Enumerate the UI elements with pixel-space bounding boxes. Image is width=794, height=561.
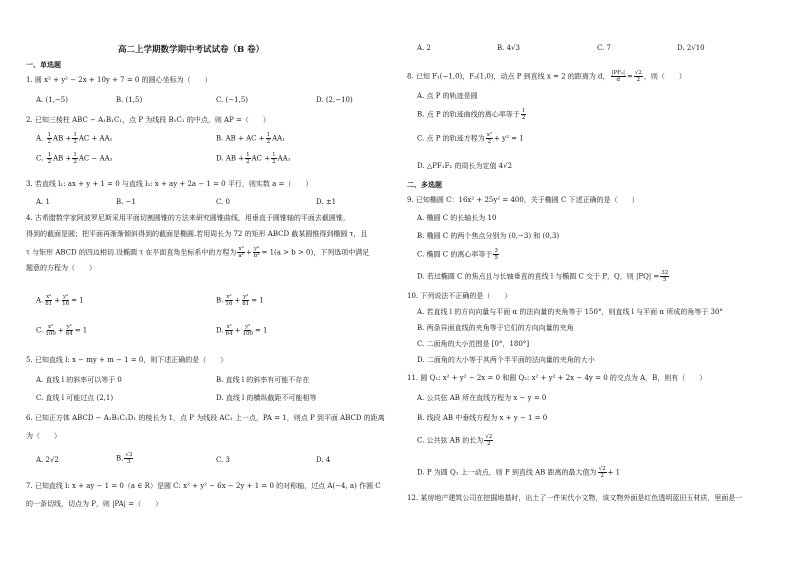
q2-option-c[interactable]: C. $\frac{1}{2}$ AB + $\frac{1}{2}$ AC − AA₁ <box>36 152 113 165</box>
q9-option-a[interactable]: A. 椭圆 C 的长轴长为 10 <box>417 214 497 222</box>
fraction: $\frac{\text{x²}}{100}$ <box>45 324 56 337</box>
q10-option-b[interactable]: B. 两条异面直线的夹角等于它们的方向向量的夹角 <box>417 324 574 332</box>
q6-option-b[interactable]: B. $\frac{√3}{3}$ <box>116 452 133 465</box>
fraction: $\frac{√2}{2}$ <box>598 466 606 479</box>
q4-option-b[interactable]: B. $\frac{\text{x²}}{16}$ + $\frac{\text{y²}}{81}$ = 1 <box>216 294 264 307</box>
q9-option-b[interactable]: B. 椭圆 C 的两个焦点分别为 (0,−3) 和 (0,3) <box>417 232 560 240</box>
fraction: $\frac{\text{x²}}{\text{a²}}$ <box>238 246 244 259</box>
q1-option-a[interactable]: A. (1,−5) <box>36 96 68 104</box>
fraction: $\frac{1}{2}$ <box>272 152 276 165</box>
fraction: $\frac{1}{2}$ <box>73 152 77 165</box>
q5-option-b[interactable]: B. 直线 l 的斜率有可能不存在 <box>216 376 310 384</box>
q8-option-a[interactable]: A. 点 P 的轨迹是圆 <box>417 92 478 100</box>
q2-option-a[interactable]: A. $\frac{1}{2}$ AB + $\frac{1}{2}$ AC + AA₁ <box>36 132 113 145</box>
q4-line-4: 题意的方程为（ ） <box>26 264 96 272</box>
q11-option-b[interactable]: B. 线段 AB 中垂线方程为 x + y − 1 = 0 <box>417 414 548 422</box>
section-single-choice: 一、单选题 <box>26 60 61 69</box>
fraction: $\frac{1}{2}$ <box>47 152 52 165</box>
q10-option-a[interactable]: A. 若直线 l 的方向向量与平面 α 的法向量的夹角等于 150°，则直线 l 与平面 α 所成的角等于 30° <box>417 308 723 316</box>
q4-line-2: 得到的截面是圆；把平面再渐渐倾斜得到的截面是椭圆.若用周长为 72 的矩形 ABCD 截某圆锥得到椭圆 τ，且 <box>26 230 368 238</box>
q4-option-a[interactable]: A. $\frac{\text{x²}}{81}$ + $\frac{\text{y²}}{16}$ = 1 <box>36 294 84 307</box>
q7-option-c[interactable]: C. 7 <box>597 44 612 52</box>
q6-line-2: 为（ ） <box>26 432 61 440</box>
q2-option-d[interactable]: D. AB + $\frac{1}{2}$ AC + $\frac{1}{2}$ AA₁ <box>216 152 291 165</box>
q7-option-b[interactable]: B. 4√3 <box>497 44 520 52</box>
q3-option-c[interactable]: C. 0 <box>216 198 231 206</box>
q7-option-a[interactable]: A. 2 <box>417 44 431 52</box>
q11-option-c[interactable]: C. 公共弦 AB 的长为 $\frac{√2}{2}$ <box>417 434 493 447</box>
q9-option-c[interactable]: C. 椭圆 C 的离心率等于 $\frac{3}{5}$ <box>417 248 498 261</box>
fraction: $\frac{1}{2}$ <box>521 108 526 121</box>
fraction: $\frac{1}{2}$ <box>266 132 271 145</box>
fraction: $\frac{\text{y²}}{64}$ <box>65 324 73 337</box>
fraction: $\frac{√2}{2}$ <box>485 434 493 447</box>
q6-line-1: 6. 已知正方体 ABCD − A₁B₁C₁D₁ 的棱长为 1，点 P 为线段 AC₁ 上一点，PA = 1，则点 P 到平面 ABCD 的距离 <box>26 414 385 422</box>
fraction: $\frac{\text{y²}}{81}$ <box>242 294 250 307</box>
fraction: $\frac{\text{y²}}{100}$ <box>242 324 253 337</box>
q4-line-3: τ 与矩形 ABCD 的四边相切.设椭圆 τ 在平面直角坐标系中的方程为 $\frac{\text{x²}}{\text{a²}}$ + $\frac{\text{y²}}{\text{b²}}$ = 1(a > b > 0)，下列选项中满足 <box>26 246 370 259</box>
q12-line-1: 12. 某房地产建筑公司在挖掘地基时，出土了一件宋代小文物，该文物外面是红色透明蓝田玉材质，里面是一 <box>407 494 743 502</box>
q2-option-b[interactable]: B. AB + AC + $\frac{1}{2}$ AA₁ <box>216 132 286 145</box>
q11-stem: 11. 圆 Q₁: x² + y² − 2x = 0 和圆 Q₂: x² + y² + 2x − 4y = 0 的交点为 A，B，则有（ ） <box>407 374 707 382</box>
q9-option-d[interactable]: D. 若过椭圆 C 的焦点且与长轴垂直的直线 l 与椭圆 C 交于 P，Q，则 |PQ| = $\frac{32}{5}$ <box>417 270 669 283</box>
q3-option-b[interactable]: B. −1 <box>116 198 136 206</box>
q3-option-a[interactable]: A. 1 <box>36 198 50 206</box>
q5-option-a[interactable]: A. 直线 l 的斜率可以等于 0 <box>36 376 122 384</box>
fraction: $\frac{√3}{3}$ <box>125 452 133 465</box>
fraction: $\frac{1}{2}$ <box>73 132 77 145</box>
q5-option-c[interactable]: C. 直线 l 可能过点 (2,1) <box>36 394 114 402</box>
q8-stem: 8. 已知 F₁(−1,0)，F₂(1,0)，动点 P 到直线 x = 2 的距离为 d， $\frac{\text{|PF₂|}}{d}$ = $\frac{√2}{2}$ ，则（ ） <box>407 70 686 83</box>
q8-option-b[interactable]: B. 点 P 的轨迹曲线的离心率等于 $\frac{1}{2}$ <box>417 108 526 121</box>
fraction: $\frac{\text{x²}}{2}$ <box>486 132 493 145</box>
fraction: $\frac{\text{y²}}{16}$ <box>62 294 70 307</box>
q1-option-d[interactable]: D. (2,−10) <box>316 96 353 104</box>
fraction: $\frac{3}{5}$ <box>494 248 498 261</box>
q5-stem: 5. 已知直线 l: x − my + m − 1 = 0，则下述正确的是（ ） <box>26 356 228 364</box>
q6-option-a[interactable]: A. 2√2 <box>36 456 59 464</box>
fraction: $\frac{32}{5}$ <box>661 270 669 283</box>
q6-option-c[interactable]: C. 3 <box>216 456 231 464</box>
q2-stem: 2. 已知三棱柱 ABC − A₁B₁C₁，点 P 为线段 B₁C₁ 的中点，则 AP =（ ） <box>26 116 270 124</box>
q8-option-c[interactable]: C. 点 P 的轨迹方程为 $\frac{\text{x²}}{2}$ + y² = 1 <box>417 132 524 145</box>
q7-line-1: 7. 已知直线 l: x + ay − 1 = 0（a ∈ R）是圆 C: x² + y² − 6x − 2y + 1 = 0 的对称轴，过点 A(−4, a) 作圆 C <box>26 482 381 490</box>
q11-option-a[interactable]: A. 公共弦 AB 所在直线方程为 x − y = 0 <box>417 394 547 402</box>
q7-option-d[interactable]: D. 2√10 <box>677 44 705 52</box>
section-multiple-choice: 二、多选题 <box>407 180 442 189</box>
q10-option-c[interactable]: C. 二面角的大小范围是 [0°，180°] <box>417 340 530 348</box>
fraction: $\frac{1}{2}$ <box>246 152 250 165</box>
q8-option-d[interactable]: D. △PF₁F₂ 的周长为定值 4√2 <box>417 162 513 170</box>
q11-option-d[interactable]: D. P 为圆 Q₁ 上一动点，则 P 到直线 AB 距离的最大值为 $\frac{√2}{2}$ + 1 <box>417 466 621 479</box>
fraction: $\frac{1}{2}$ <box>47 132 52 145</box>
q4-line-1: 4. 古希腊数学家阿波罗尼斯采用平面切割圆锥的方法来研究圆锥曲线，用垂直于圆锥轴的平面去截圆锥， <box>26 214 350 222</box>
q10-option-d[interactable]: D. 二面角的大小等于其两个半平面的法向量的夹角的大小 <box>417 356 595 364</box>
fraction: $\frac{\text{y²}}{\text{b²}}$ <box>253 246 260 259</box>
q10-stem: 10. 下列说法不正确的是（ ） <box>407 292 512 300</box>
q1-option-c[interactable]: C. (−1,5) <box>216 96 249 104</box>
q7-line-2: 的一条切线，切点为 P，则 |PA| =（ ） <box>26 500 163 508</box>
q4-option-c[interactable]: C. $\frac{\text{x²}}{100}$ + $\frac{\text{y²}}{64}$ = 1 <box>36 324 88 337</box>
fraction: $\frac{\text{x²}}{64}$ <box>225 324 233 337</box>
q1-option-b[interactable]: B. (1,5) <box>116 96 143 104</box>
fraction: $\frac{√2}{2}$ <box>634 70 642 83</box>
fraction: $\frac{\text{x²}}{16}$ <box>225 294 233 307</box>
fraction: $\frac{\text{|PF₂|}}{d}$ <box>611 70 625 83</box>
q3-stem: 3. 若直线 l₁: ax + y + 1 = 0 与直线 l₂: x + ay + 2a − 1 = 0 平行，则实数 a =（ ） <box>26 180 313 188</box>
q3-option-d[interactable]: D. ±1 <box>316 198 337 206</box>
q6-option-d[interactable]: D. 4 <box>316 456 331 464</box>
q9-stem: 9. 已知椭圆 C：16x² + 25y² = 400，关于椭圆 C 下述正确的是（ ） <box>407 196 639 204</box>
q1-stem: 1. 圆 x² + y² − 2x + 10y + 7 = 0 的圆心坐标为（ ） <box>26 76 212 84</box>
q5-option-d[interactable]: D. 直线 l 的横纵截距不可能相等 <box>216 394 317 402</box>
page-title: 高二上学期数学期中考试试卷（B 卷） <box>118 45 265 55</box>
fraction: $\frac{\text{x²}}{81}$ <box>45 294 53 307</box>
q4-option-d[interactable]: D. $\frac{\text{x²}}{64}$ + $\frac{\text{y²}}{100}$ = 1 <box>216 324 268 337</box>
